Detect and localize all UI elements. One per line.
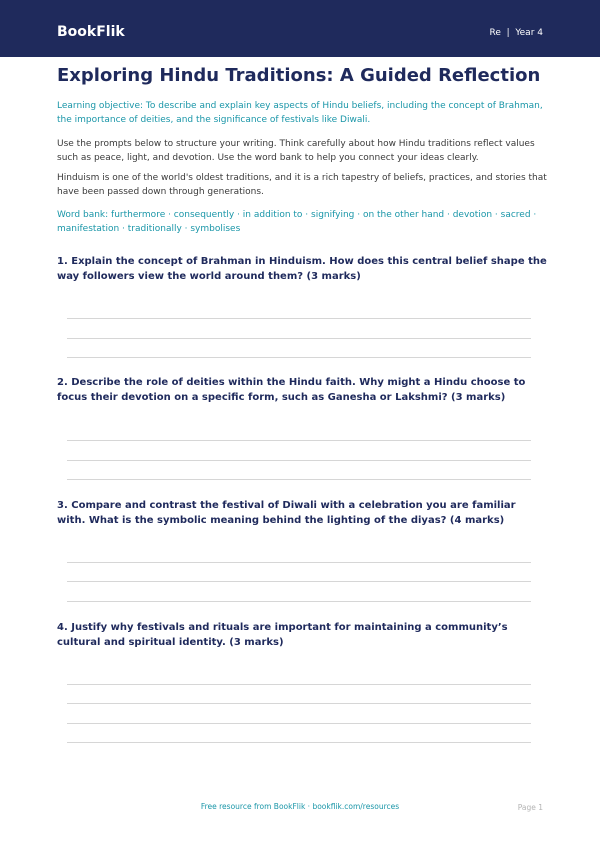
- answer-line[interactable]: [67, 479, 531, 480]
- question-3-text: 3. Compare and contrast the festival of Diwali with a celebration you are familiar with. What is the symbolic meaning behind the lighting of the diyas? (4 marks): [57, 500, 516, 526]
- question-4-text: 4. Justify why festivals and rituals are important for maintaining a community’s cultural and spiritual identity. (3 marks): [57, 622, 508, 648]
- answer-line[interactable]: [67, 357, 531, 358]
- question-2-text: 2. Describe the role of deities within the Hindu faith. Why might a Hindu choose to focus their devotion on a specific form, such as Ganesha or Lakshmi? (3 marks): [57, 377, 526, 403]
- answer-line[interactable]: [67, 723, 531, 724]
- question-2: [57, 375, 547, 405]
- answer-line[interactable]: [67, 581, 531, 582]
- answer-line[interactable]: [67, 460, 531, 461]
- answer-line[interactable]: [67, 440, 531, 441]
- brand-logo[interactable]: BookFlik: [57, 24, 125, 40]
- page-title: Exploring Hindu Traditions: A Guided Reflection: [57, 65, 541, 86]
- answer-line[interactable]: [67, 742, 531, 743]
- answer-line[interactable]: [67, 562, 531, 563]
- answer-line[interactable]: [67, 684, 531, 685]
- subject-year-label: Re | Year 4: [489, 28, 543, 38]
- page-number: Page 1: [517, 803, 543, 812]
- instructions-paragraph: Use the prompts below to structure your writing. Think carefully about how Hindu traditions reflect values such as peace, light, and devotion. Use the word bank to help you connect your ideas clearly.: [57, 139, 535, 163]
- footer-resource-link[interactable]: Free resource from BookFlik · bookflik.com/resources: [200, 802, 400, 811]
- answer-line[interactable]: [67, 338, 531, 339]
- answer-line[interactable]: [67, 601, 531, 602]
- learning-objective: Learning objective: To describe and explain key aspects of Hindu beliefs, including the concept of Brahman, the importance of deities, and the significance of festivals like Diwali.: [57, 101, 543, 125]
- header-bar: [0, 0, 600, 57]
- question-3: [57, 498, 547, 528]
- question-1-text: 1. Explain the concept of Brahman in Hinduism. How does this central belief shape the way followers view the world around them? (3 marks): [57, 256, 547, 282]
- question-1: [57, 254, 547, 284]
- answer-line[interactable]: [67, 703, 531, 704]
- answer-line[interactable]: [67, 318, 531, 319]
- word-bank: Word bank: furthermore · consequently · in addition to · signifying · on the other hand · devotion · sacred · manifestation · traditionally · symbolises: [57, 210, 537, 234]
- intro-paragraph: Hinduism is one of the world's oldest traditions, and it is a rich tapestry of beliefs, practices, and stories that have been passed down through generations.: [57, 173, 547, 197]
- question-4: [57, 620, 547, 650]
